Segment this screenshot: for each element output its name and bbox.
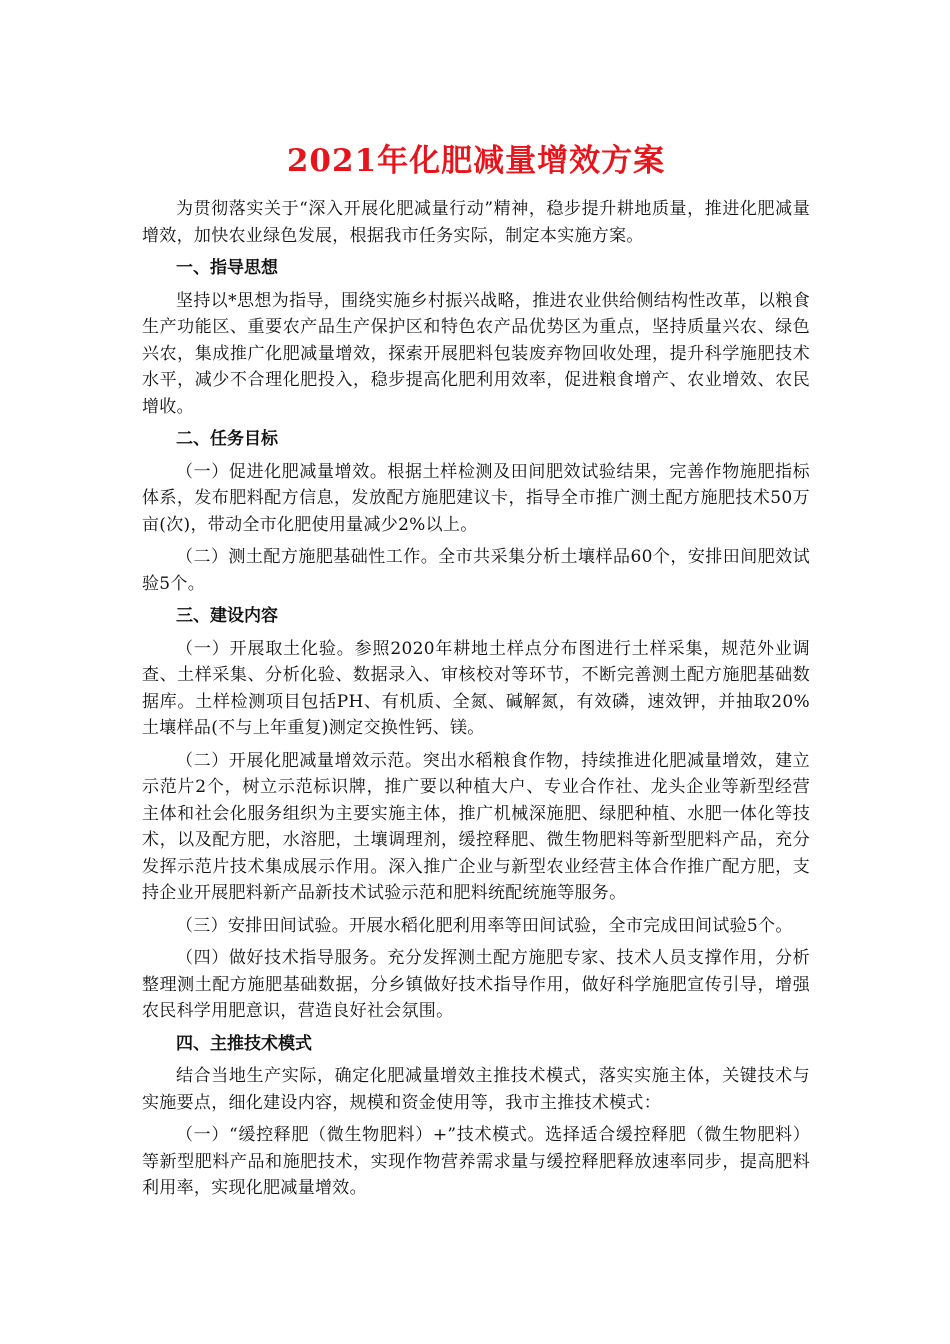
section-heading-construction-content: 三、建设内容: [176, 606, 278, 626]
paragraph: （一）开展取土化验。参照2020年耕地土样点分布图进行土样采集，规范外业调查、土样采集、分析化验、数据录入、审核校对等环节，不断完善测土配方施肥基础数据库。土样检测项目包括PH、有机质、全氮、碱解氮，有效磷，速效钾，并抽取20%土壤样品(不与上年重复)测定交换性钙、镁。: [142, 638, 810, 738]
paragraph: （二）测土配方施肥基础性工作。全市共采集分析土壤样品60个，安排田间肥效试验5个。: [142, 547, 810, 594]
paragraph: （三）安排田间试验。开展水稻化肥利用率等田间试验，全市完成田间试验5个。: [176, 915, 793, 936]
paragraph: 结合当地生产实际，确定化肥减量增效主推技术模式，落实实施主体，关键技术与实施要点，细化建设内容，规模和资金使用等，我市主推技术模式：: [142, 1066, 810, 1113]
paragraph: （四）做好技术指导服务。充分发挥测土配方施肥专家、技术人员支撑作用，分析整理测土配方施肥基础数据，分乡镇做好技术指导作用，做好科学施肥宣传引导，增强农民科学用肥意识，营造良好社会氛围。: [142, 948, 810, 1021]
paragraph: （二）开展化肥减量增效示范。突出水稻粮食作物，持续推进化肥减量增效，建立示范片2个，树立示范标识牌，推广要以种植大户、专业合作社、龙头企业等新型经营主体和社会化服务组织为主要实施主体，推广机械深施肥、绿肥种植、水肥一体化等技术，以及配方肥，水溶肥，土壤调理剂，缓控释肥、微生物肥料等新型肥料产品，充分发挥示范片技术集成展示作用。深入推广企业与新型农业经营主体合作推广配方肥，支持企业开展肥料新产品新技术试验示范和肥料统配统施等服务。: [142, 750, 810, 903]
section-heading-task-goals: 二、任务目标: [176, 429, 278, 449]
intro-paragraph: 为贯彻落实关于“深入开展化肥减量行动”精神，稳步提升耕地质量，推进化肥减量增效，加快农业绿色发展，根据我市任务实际，制定本实施方案。: [142, 199, 810, 246]
section-heading-guiding-ideology: 一、指导思想: [176, 258, 278, 278]
paragraph: （一）“缓控释肥（微生物肥料）+”技术模式。选择适合缓控释肥（微生物肥料）等新型肥料产品和施肥技术，实现作物营养需求量与缓控释肥释放速率同步，提高肥料利用率，实现化肥减量增效。: [142, 1125, 810, 1198]
document-title: 2021年化肥减量增效方案: [286, 143, 666, 179]
section-heading-main-technology-model: 四、主推技术模式: [176, 1033, 312, 1054]
paragraph: （一）促进化肥减量增效。根据土样检测及田间肥效试验结果，完善作物施肥指标体系，发布肥料配方信息，发放配方施肥建议卡，指导全市推广测土配方施肥技术50万亩(次)，带动全市化肥使用量减少2%以上。: [142, 461, 810, 535]
paragraph: 坚持以*思想为指导，围绕实施乡村振兴战略，推进农业供给侧结构性改革，以粮食生产功能区、重要农产品生产保护区和特色农产品优势区为重点，坚持质量兴农、绿色兴农，集成推广化肥减量增效，探索开展肥料包装废弃物回收处理，提升科学施肥技术水平，减少不合理化肥投入，稳步提高化肥利用效率，促进粮食增产、农业增效、农民增收。: [142, 290, 810, 417]
